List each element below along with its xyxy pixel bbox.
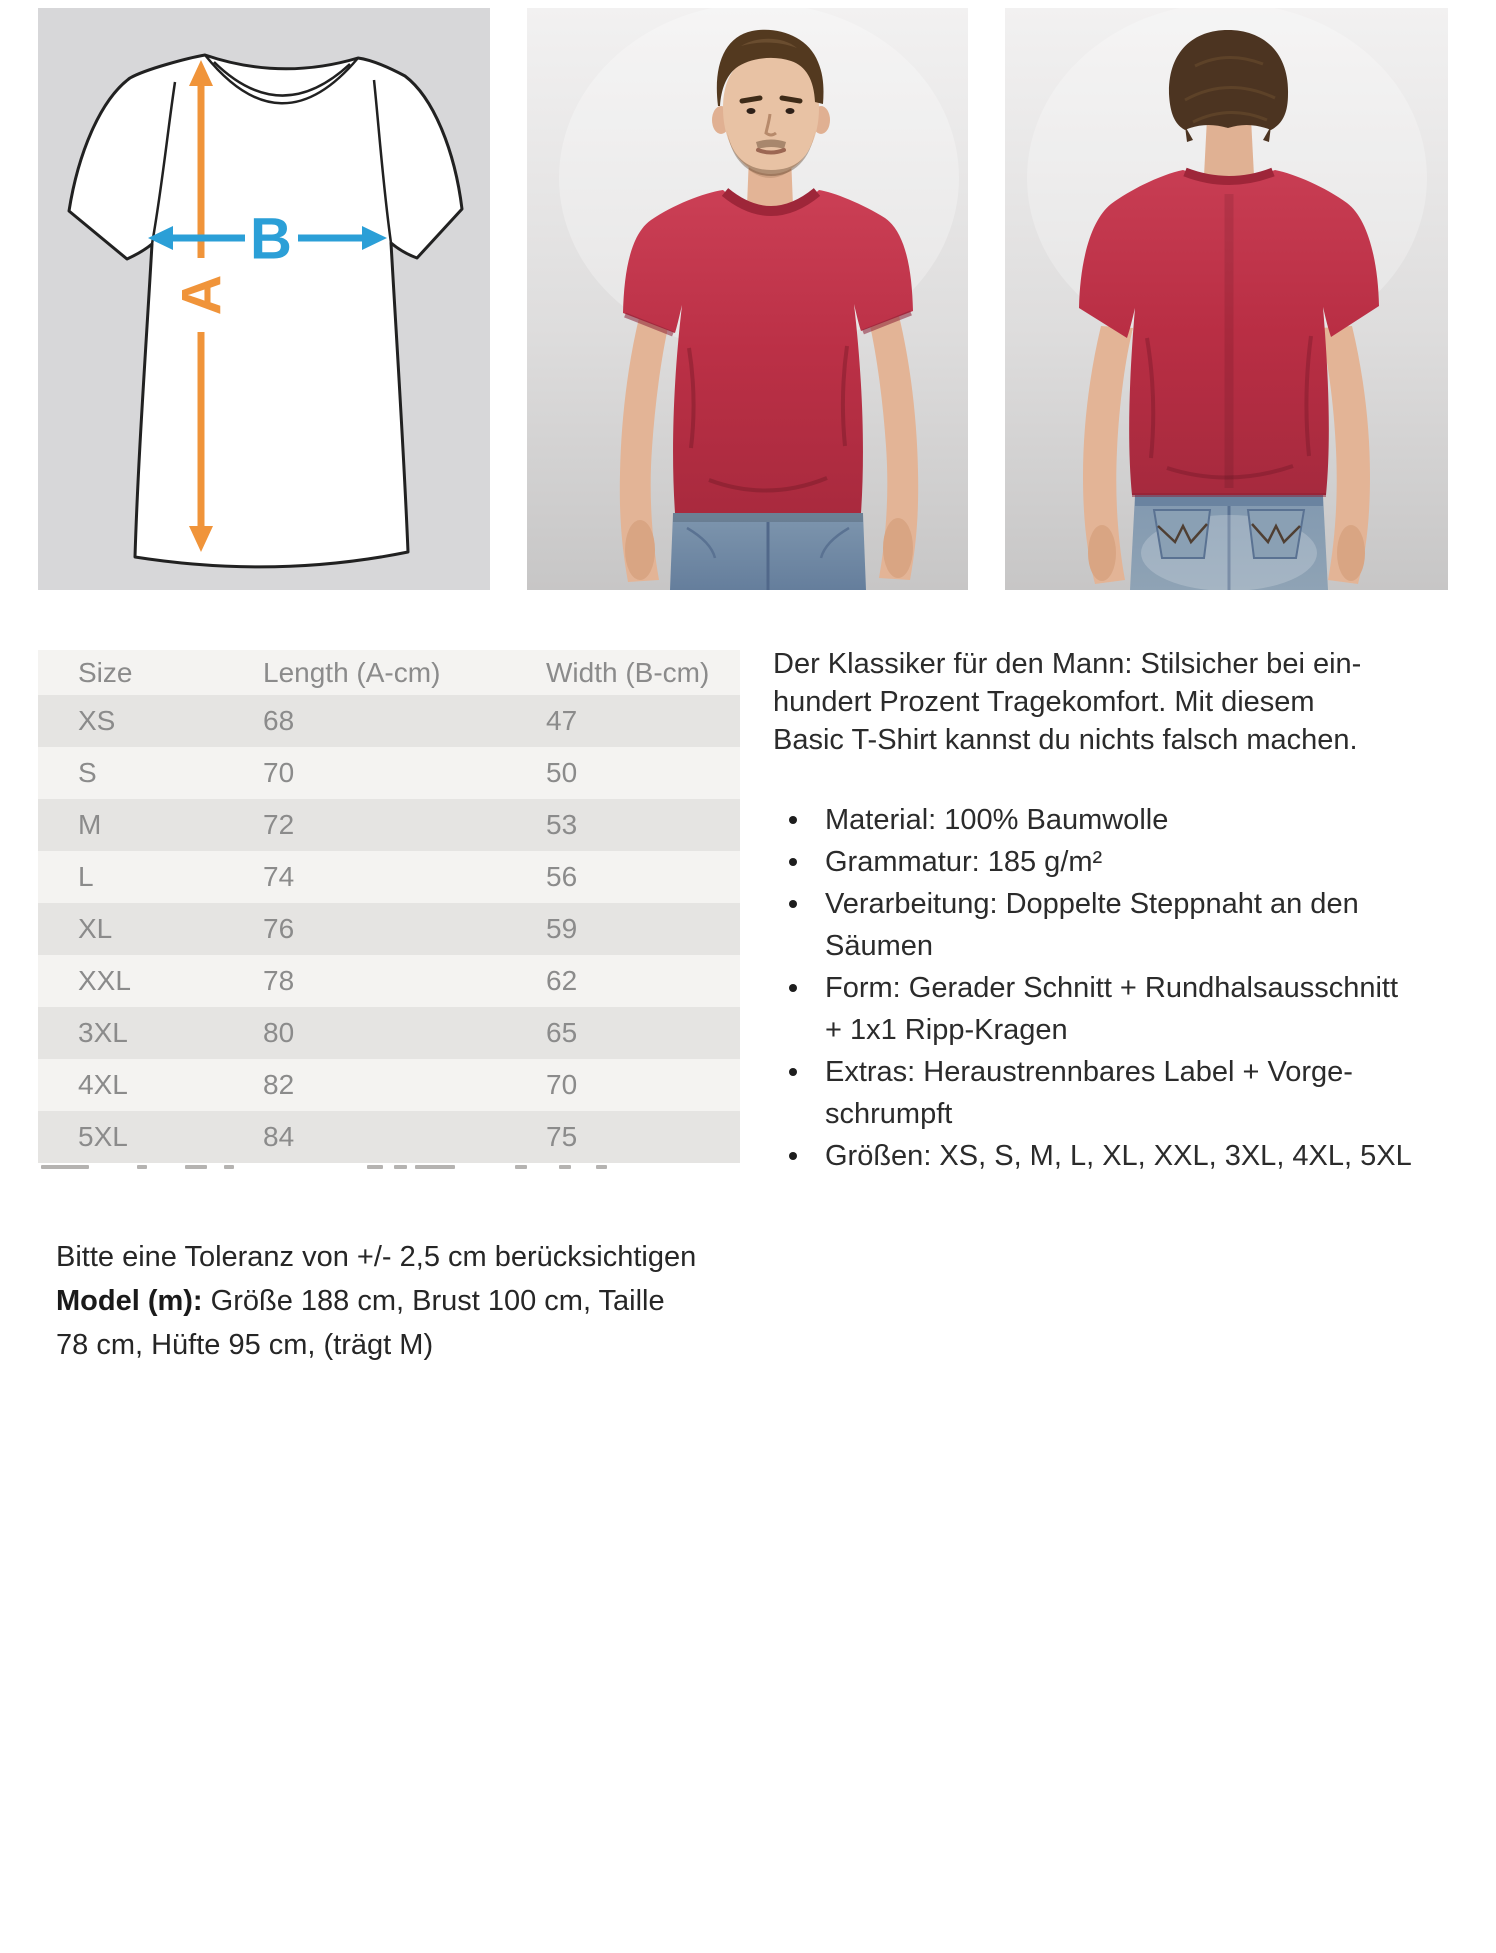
table-row <box>38 1007 740 1059</box>
width-cell: 70 <box>546 1059 740 1111</box>
clipped-glyph <box>224 1165 234 1169</box>
size-cell: 4XL <box>38 1059 263 1111</box>
size-cell: 5XL <box>38 1111 263 1163</box>
feature-line: Extras: Heraustrennbares Label + Vorge- <box>825 1056 1353 1088</box>
feature-line: Grammatur: 185 g/m² <box>825 846 1103 878</box>
back-hair <box>1169 30 1288 130</box>
clipped-text-artifact <box>38 1165 740 1175</box>
back-head <box>1169 30 1288 142</box>
label-b: B <box>250 206 292 272</box>
feature-item <box>773 967 1479 1051</box>
table-row <box>38 1059 740 1111</box>
feature-item <box>773 883 1479 967</box>
clipped-glyph <box>415 1165 455 1169</box>
feature-line: Säumen <box>825 930 934 962</box>
clipped-glyph <box>137 1165 147 1169</box>
length-cell: 68 <box>263 695 546 747</box>
feature-line: Verarbeitung: Doppelte Steppnaht an den <box>825 888 1359 920</box>
column-header: Width (B-cm) <box>546 650 740 695</box>
feature-line: Form: Gerader Schnitt + Rundhalsausschnitt <box>825 972 1399 1004</box>
model-text: Größe 188 cm, Brust 100 cm, Taille <box>202 1285 665 1317</box>
width-cell: 62 <box>546 955 740 1007</box>
clipped-glyph <box>41 1165 89 1169</box>
model-line-2: 78 cm, Hüfte 95 cm, (trägt M) <box>56 1329 434 1361</box>
feature-line: Material: 100% Baumwolle <box>825 804 1169 836</box>
size-cell: XXL <box>38 955 263 1007</box>
model-back-illustration <box>1005 8 1448 590</box>
size-table-header <box>38 650 740 695</box>
length-cell: 84 <box>263 1111 546 1163</box>
feature-item <box>773 1135 1479 1177</box>
model-front-photo <box>527 8 968 590</box>
label-a: A <box>169 274 233 316</box>
size-table-el <box>38 650 740 1163</box>
model-label: Model (m): <box>56 1285 203 1317</box>
size-diagram-image <box>38 8 490 590</box>
intro-line: hundert Prozent Tragekomfort. Mit diesem <box>773 686 1315 718</box>
size-table <box>38 650 740 1163</box>
clipped-glyph <box>394 1165 407 1169</box>
tshirt-measure-diagram <box>38 8 490 590</box>
column-header: Size <box>38 650 263 695</box>
size-cell: M <box>38 799 263 851</box>
feature-item <box>773 841 1479 883</box>
length-cell: 80 <box>263 1007 546 1059</box>
length-cell: 72 <box>263 799 546 851</box>
model-line <box>56 1279 776 1323</box>
clipped-glyph <box>559 1165 571 1169</box>
back-pocket-right <box>1248 510 1304 558</box>
size-table-body <box>38 695 740 1163</box>
width-cell: 75 <box>546 1111 740 1163</box>
front-jeans <box>670 513 866 590</box>
table-row <box>38 1111 740 1163</box>
size-cell: 3XL <box>38 1007 263 1059</box>
size-cell: S <box>38 747 263 799</box>
table-row <box>38 695 740 747</box>
description-intro <box>773 645 1479 759</box>
feature-item <box>773 1051 1479 1135</box>
table-row <box>38 851 740 903</box>
feature-line: Größen: XS, S, M, L, XL, XXL, 3XL, 4XL, 5XL <box>825 1140 1412 1172</box>
column-header: Length (A-cm) <box>263 650 546 695</box>
intro-line: Basic T-Shirt kannst du nichts falsch machen. <box>773 724 1358 756</box>
length-cell: 76 <box>263 903 546 955</box>
tolerance-note <box>56 1235 776 1367</box>
width-cell: 56 <box>546 851 740 903</box>
clipped-glyph <box>367 1165 383 1169</box>
length-cell: 82 <box>263 1059 546 1111</box>
model-back-photo <box>1005 8 1448 590</box>
length-cell: 74 <box>263 851 546 903</box>
feature-list <box>773 799 1479 1177</box>
length-cell: 78 <box>263 955 546 1007</box>
model-front-illustration <box>527 8 968 590</box>
size-cell: L <box>38 851 263 903</box>
table-row <box>38 747 740 799</box>
feature-item <box>773 799 1479 841</box>
table-row <box>38 799 740 851</box>
clipped-glyph <box>515 1165 527 1169</box>
width-cell: 47 <box>546 695 740 747</box>
tolerance-line: Bitte eine Toleranz von +/- 2,5 cm berücksichtigen <box>56 1241 697 1273</box>
back-jeans <box>1130 495 1328 590</box>
product-description <box>773 645 1479 1177</box>
size-cell: XL <box>38 903 263 955</box>
width-cell: 50 <box>546 747 740 799</box>
width-cell: 65 <box>546 1007 740 1059</box>
feature-line: schrumpft <box>825 1098 953 1130</box>
intro-line: Der Klassiker für den Mann: Stilsicher bei ein- <box>773 648 1362 680</box>
size-cell: XS <box>38 695 263 747</box>
clipped-glyph <box>596 1165 607 1169</box>
feature-line: + 1x1 Ripp-Kragen <box>825 1014 1068 1046</box>
table-row <box>38 903 740 955</box>
length-cell: 70 <box>263 747 546 799</box>
back-pocket-left <box>1154 510 1210 558</box>
width-cell: 53 <box>546 799 740 851</box>
width-cell: 59 <box>546 903 740 955</box>
clipped-glyph <box>185 1165 207 1169</box>
table-row <box>38 955 740 1007</box>
